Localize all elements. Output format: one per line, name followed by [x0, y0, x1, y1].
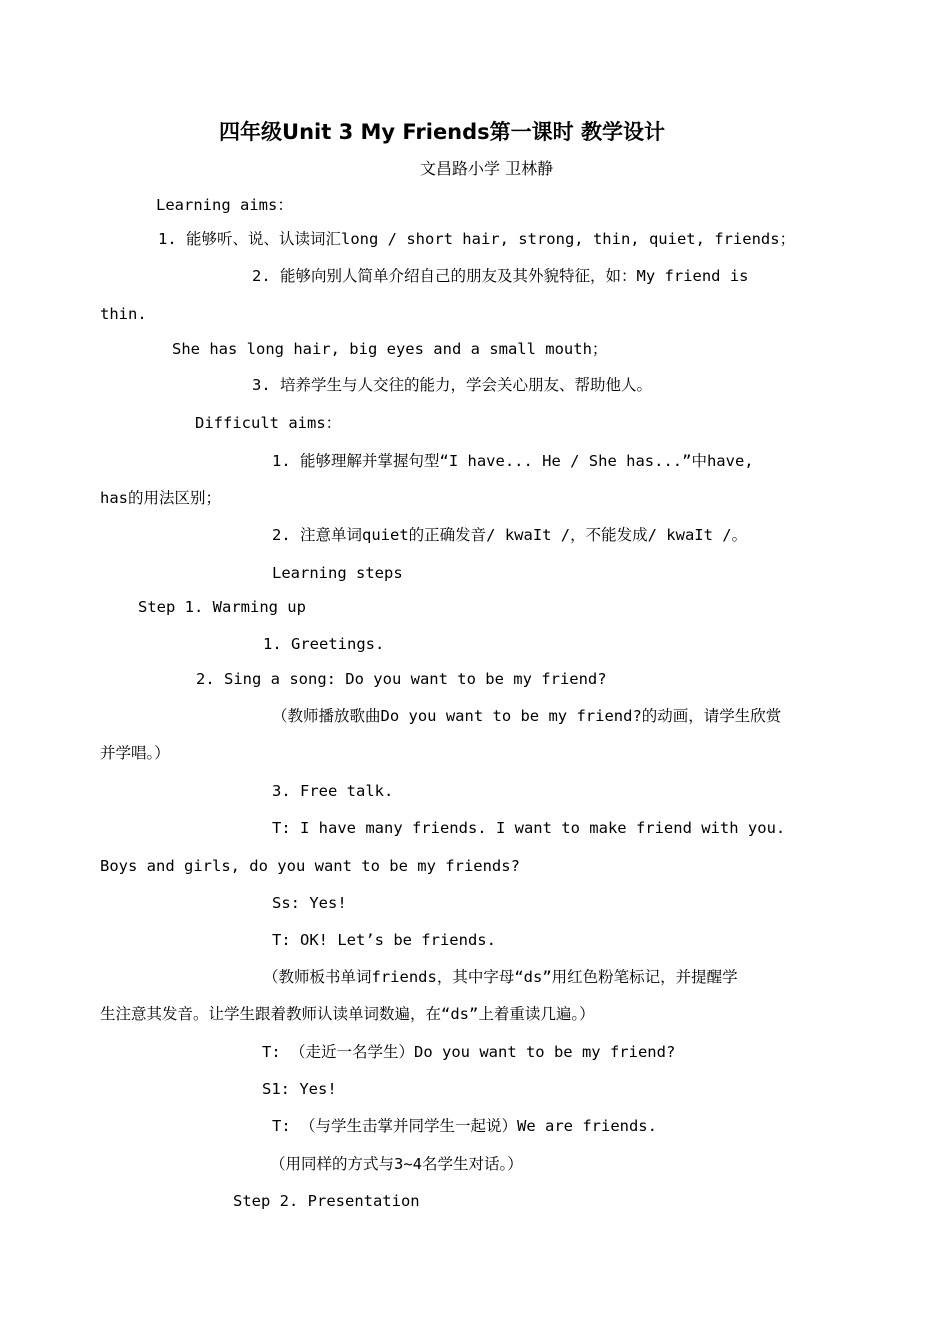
text-line: Ss: Yes! [272, 894, 347, 912]
text-line: Difficult aims： [195, 414, 342, 432]
text-line: T: （与学生击掌并同学生一起说）We are friends. [272, 1117, 657, 1135]
text-line: 1. Greetings. [263, 635, 385, 653]
text-line: Step 2. Presentation [233, 1192, 420, 1210]
text-line: 1. 能够听、说、认读词汇long / short hair, strong, thin, quiet, friends； [158, 230, 796, 248]
text-line: has的用法区别； [100, 489, 221, 507]
text-line: 生注意其发音。让学生跟着教师认读单词数遍，在“ds”上着重读几遍。） [100, 1005, 595, 1023]
text-line: 1. 能够理解并掌握句型“I have... He / She has...”中have, [272, 452, 754, 470]
text-line: （教师播放歌曲Do you want to be my friend?的动画，请学生欣赏 [272, 707, 782, 725]
text-line: 2. Sing a song: Do you want to be my friend? [196, 670, 607, 688]
text-line: Boys and girls, do you want to be my friends? [100, 857, 520, 875]
text-line: 并学唱。） [100, 744, 170, 762]
text-line: 3. 培养学生与人交往的能力，学会关心朋友、帮助他人。 [252, 376, 652, 394]
text-line: thin. [100, 305, 147, 323]
document-author: 文昌路小学 卫林静 [420, 159, 554, 178]
text-line: T: I have many friends. I want to make friend with you. [272, 819, 786, 837]
text-line: Step 1. Warming up [138, 598, 306, 616]
text-line: （教师板书单词friends，其中字母“ds”用红色粉笔标记，并提醒学 [263, 968, 738, 986]
text-line: Learning steps [272, 564, 403, 582]
text-line: 3. Free talk. [272, 782, 394, 800]
text-line: （用同样的方式与3~4名学生对话。） [270, 1155, 523, 1173]
text-line: T: OK! Let’s be friends. [272, 931, 496, 949]
text-line: 2. 能够向别人简单介绍自己的朋友及其外貌特征，如：My friend is [252, 267, 749, 285]
text-line: T: （走近一名学生）Do you want to be my friend? [262, 1043, 676, 1061]
text-line: 2. 注意单词quiet的正确发音/ kwaIt /，不能发成/ kwaIt /。 [272, 526, 748, 544]
document-title: 四年级Unit 3 My Friends第一课时 教学设计 [219, 120, 665, 144]
text-line: She has long hair, big eyes and a small mouth； [172, 340, 608, 358]
text-line: S1: Yes! [262, 1080, 337, 1098]
text-line: Learning aims： [156, 196, 293, 214]
